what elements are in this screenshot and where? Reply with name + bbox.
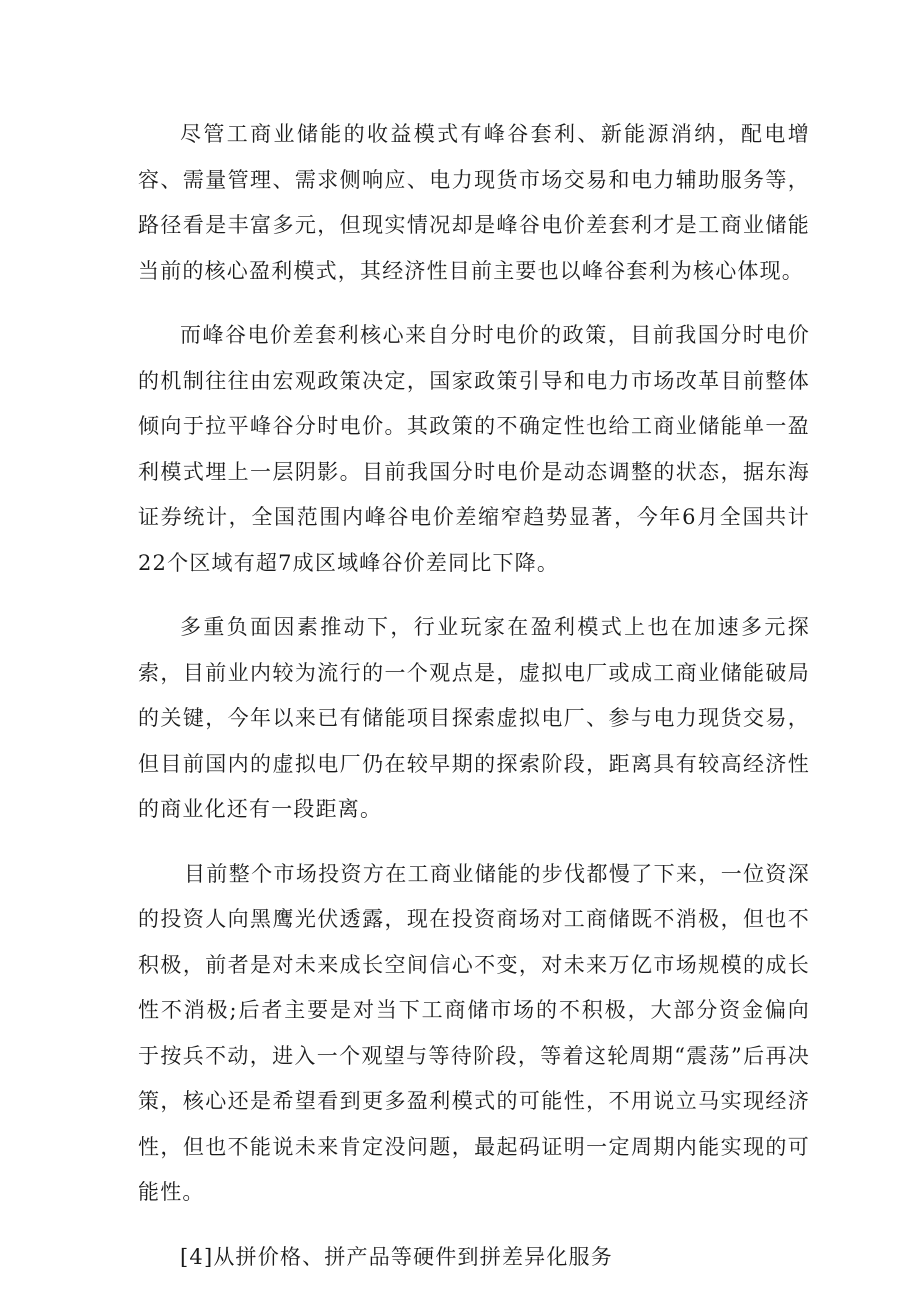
document-body (138, 112, 810, 1280)
paragraph-4: 目前整个市场投资方在工商业储能的步伐都慢了下来，一位资深的投资人向黑鹰光伏透露，现在投资商场对工商储既不消极，但也不积极，前者是对未来成长空间信心不变，对未来万亿市场规模的成长性不消极;后者主要是对当下工商储市场的不积极，大部分资金偏向于按兵不动，进入一个观望与等待阶段，等着这轮周期“震荡”后再决策，核心还是希望看到更多盈利模式的可能性，不用说立马实现经济性，但也不能说未来肯定没问题，最起码证明一定周期内能实现的可能性。 (138, 861, 810, 1204)
section-heading: [4]从拼价格、拼产品等硬件到拼差异化服务 (180, 1244, 613, 1269)
paragraph-1: 尽管工商业储能的收益模式有峰谷套利、新能源消纳，配电增容、需量管理、需求侧响应、电力现货市场交易和电力辅助服务等，路径看是丰富多元，但现实情况却是峰谷电价差套利才是工商业储能当前的核心盈利模式，其经济性目前主要也以峰谷套利为核心体现。 (138, 122, 810, 283)
paragraph-2: 而峰谷电价差套利核心来自分时电价的政策，目前我国分时电价的机制往往由宏观政策决定，国家政策引导和电力市场改革目前整体倾向于拉平峰谷分时电价。其政策的不确定性也给工商业储能单一盈利模式埋上一层阴影。目前我国分时电价是动态调整的状态，据东海证券统计，全国范围内峰谷电价差缩窄趋势显著，今年6月全国共计22个区域有超7成区域峰谷价差同比下降。 (138, 323, 810, 575)
paragraph-3: 多重负面因素推动下，行业玩家在盈利模式上也在加速多元探索，目前业内较为流行的一个观点是，虚拟电厂或成工商业储能破局的关键，今年以来已有储能项目探索虚拟电厂、参与电力现货交易，但目前国内的虚拟电厂仍在较早期的探索阶段，距离具有较高经济性的商业化还有一段距离。 (138, 615, 810, 821)
